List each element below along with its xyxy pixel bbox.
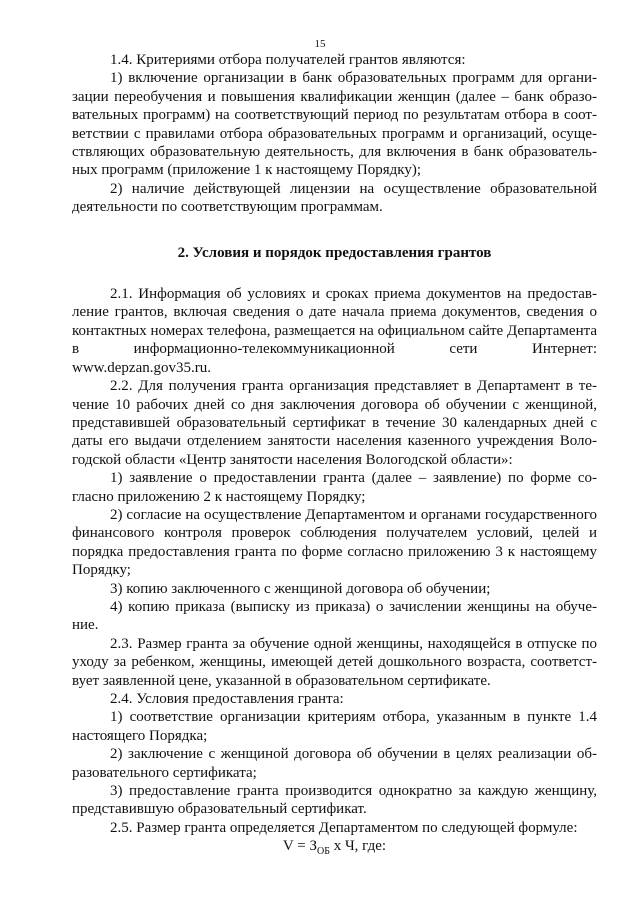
paragraph-1-4: 1.4. Критериями отбора получателей грантов являются: bbox=[110, 52, 466, 68]
formula-subscript: ОБ bbox=[316, 846, 330, 858]
paragraph-2-1-url: www.depzan.gov35.ru. bbox=[72, 359, 211, 376]
paragraph-2-4-item-2: 2) заключение с женщиной договора об обучении в целях реализации образовательного сертификата; bbox=[72, 746, 597, 781]
paragraph-1-4-item-2: 2) наличие действующей лицензии на осуществление образовательной деятельности по соответствующим программам. bbox=[72, 180, 597, 216]
paragraph-2-2-item-3: 3) копию заключенного с женщиной договора об обучении; bbox=[110, 580, 491, 597]
formula-lhs: V = З bbox=[282, 838, 317, 855]
document-body bbox=[72, 51, 597, 862]
paragraph-2-5: 2.5. Размер гранта определяется Департаментом по следующей формуле: bbox=[110, 819, 578, 836]
paragraph-2-4-item-3: 3) предоставление гранта производится однократно за каждую женщину, представившую образовательный сертификат. bbox=[72, 783, 597, 818]
paragraph-2-1: 2.1. Информация об условиях и сроках приема документов на предоставление грантов, включая сведения о дате начала приема документов, сведения о контактных номерах телефона, размещается на официальном сайте Департамента в информационно-телекоммуникационной сети Интернет: bbox=[72, 286, 597, 358]
paragraph-2-3: 2.3. Размер гранта за обучение одной женщины, находящейся в отпуске по уходу за ребенком, женщины, имеющей детей дошкольного возраста, соответствует заявленной цене, указанной в образовательном сертификате. bbox=[72, 635, 597, 689]
paragraph-2-2: 2.2. Для получения гранта организация представляет в Департамент в течение 10 рабочих дней со дня заключения договора об обучении с женщиной, представившей образовательный сертификат в течение 30 календарных дней с даты его выдачи отделением занятости населения казенного учреждения Вологодской области «Центр занятости населения Вологодской области»: bbox=[72, 378, 597, 468]
paragraph-2-2-item-1: 1) заявление о предоставлении гранта (далее – заявление) по форме согласно приложению 2 к настоящему Порядку; bbox=[72, 470, 597, 505]
section-2-heading: 2. Условия и порядок предоставления грантов bbox=[177, 244, 492, 261]
page-number: 15 bbox=[314, 38, 326, 50]
paragraph-2-4-item-1: 1) соответствие организации критериям отбора, указанным в пункте 1.4 настоящего Порядка; bbox=[72, 709, 597, 744]
paragraph-2-4: 2.4. Условия предоставления гранта: bbox=[110, 691, 344, 707]
paragraph-2-2-item-4: 4) копию приказа (выписку из приказа) о зачислении женщины на обучение. bbox=[72, 598, 597, 634]
paragraph-1-4-item-1: 1) включение организации в банк образовательных программ для организации переобучения и повышения квалификации женщин (далее – банк образовательных программ) на соответствующий период по результатам отбора в соответствии с правилами отбора образовательных программ и организаций, осуществляющих образовательную деятельность, для включения в банк образовательных программ (приложение 1 к настоящему Порядку); bbox=[72, 70, 597, 179]
paragraph-2-2-item-2: 2) согласие на осуществление Департаментом и органами государственного финансового контроля проверок соблюдения получателем условий, целей и порядка предоставления гранта по форме согласно приложению 3 к настоящему Порядку; bbox=[72, 506, 597, 579]
formula-rhs: х Ч, где: bbox=[329, 838, 387, 855]
grant-formula bbox=[72, 837, 597, 861]
